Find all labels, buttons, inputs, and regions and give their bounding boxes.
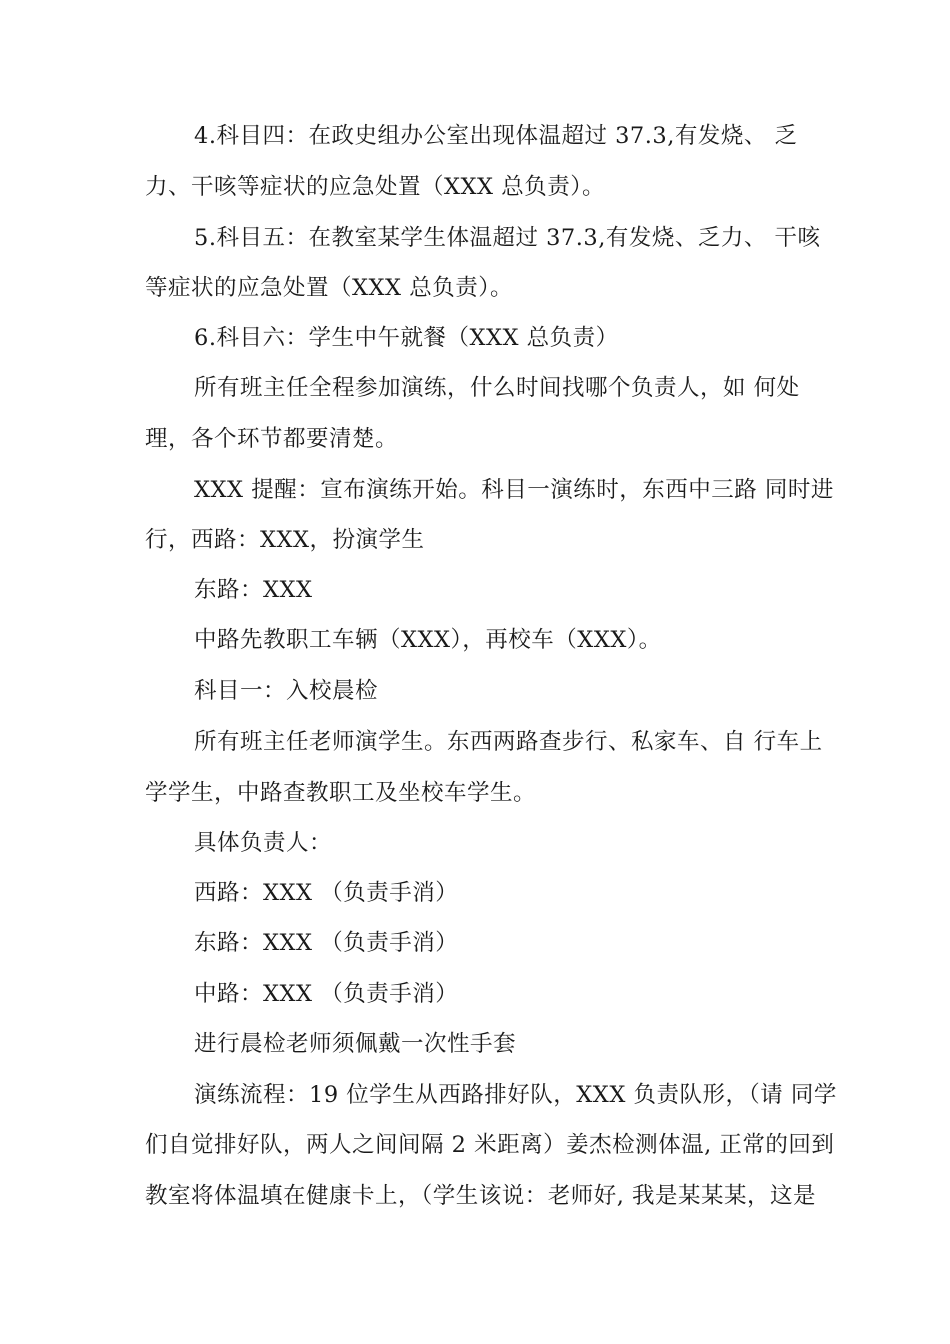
paragraph-line: 等症状的应急处置（XXX 总负责）。 — [145, 275, 513, 301]
paragraph-line: 东路：XXX （负责手消） — [194, 930, 459, 956]
paragraph-line: 5.科目五：在教室某学生体温超过 37.3,有发烧、乏力、 干咳 — [194, 225, 821, 251]
paragraph-line: 中路：XXX （负责手消） — [194, 981, 459, 1007]
paragraph-line: 力、干咳等症状的应急处置（XXX 总负责）。 — [145, 174, 605, 200]
paragraph-line: XXX 提醒：宣布演练开始。科目一演练时，东西中三路 同时进 — [194, 477, 834, 503]
paragraph-line: 所有班主任全程参加演练，什么时间找哪个负责人，如 何处 — [194, 375, 800, 401]
paragraph-line: 6.科目六：学生中午就餐（XXX 总负责） — [194, 325, 619, 351]
paragraph-line: 行，西路：XXX，扮演学生 — [145, 527, 425, 553]
paragraph-line: 们自觉排好队，两人之间间隔 2 米距离）姜杰检测体温, 正常的回到 — [145, 1132, 835, 1158]
paragraph-line: 进行晨检老师须佩戴一次性手套 — [194, 1031, 517, 1057]
paragraph-line: 学学生，中路查教职工及坐校车学生。 — [145, 780, 537, 806]
paragraph-line: 教室将体温填在健康卡上，（学生该说：老师好, 我是某某某，这是 — [145, 1183, 817, 1209]
paragraph-line: 理，各个环节都要清楚。 — [145, 426, 399, 452]
paragraph-line: 4.科目四：在政史组办公室出现体温超过 37.3,有发烧、 乏 — [194, 123, 798, 149]
paragraph-line: 东路：XXX — [194, 577, 313, 603]
paragraph-line: 具体负责人： — [194, 830, 333, 856]
paragraph-line: 西路：XXX （负责手消） — [194, 880, 459, 906]
paragraph-line: 所有班主任老师演学生。东西两路查步行、私家车、自 行车上 — [194, 729, 823, 755]
paragraph-line: 中路先教职工车辆（XXX），再校车（XXX）。 — [194, 627, 662, 653]
paragraph-line: 演练流程：19 位学生从西路排好队，XXX 负责队形，（请 同学 — [194, 1082, 837, 1108]
paragraph-line: 科目一：入校晨检 — [194, 678, 379, 704]
